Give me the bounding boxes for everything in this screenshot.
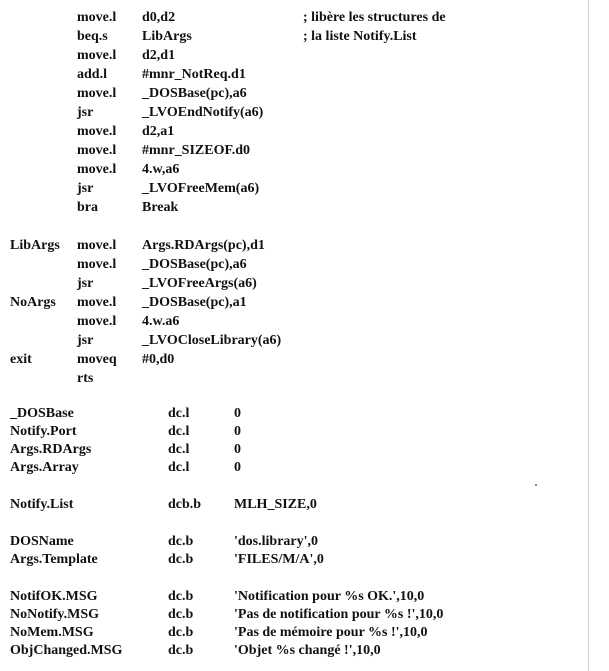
code-operand: _LVOFreeArgs(a6): [142, 276, 257, 291]
data-value: 'dos.library',0: [234, 534, 319, 549]
data-value: 'Objet %s changé !',10,0: [234, 643, 381, 658]
data-value: 0: [234, 460, 241, 475]
code-operand: _LVOEndNotify(a6): [142, 105, 264, 120]
code-operand: d0,d2: [142, 10, 176, 25]
scan-speck: [535, 484, 537, 486]
data-directive: dc.b: [168, 589, 194, 604]
code-opcode: bra: [77, 200, 98, 215]
data-directive: dc.b: [168, 552, 194, 567]
code-comment: ; libère les structures de: [303, 10, 446, 25]
data-label: ObjChanged.MSG: [10, 643, 123, 658]
data-directive: dcb.b: [168, 497, 202, 512]
code-opcode: jsr: [77, 333, 94, 348]
code-label: LibArgs: [10, 238, 60, 253]
code-opcode: add.l: [77, 67, 107, 82]
code-operand: _DOSBase(pc),a6: [142, 257, 247, 272]
data-label: Args.RDArgs: [10, 442, 92, 457]
code-operand: _LVOCloseLibrary(a6): [142, 333, 282, 348]
code-opcode: move.l: [77, 238, 117, 253]
data-directive: dc.l: [168, 442, 190, 457]
code-opcode: move.l: [77, 143, 117, 158]
data-directive: dc.b: [168, 534, 194, 549]
data-directive: dc.l: [168, 424, 190, 439]
code-operand: d2,d1: [142, 48, 176, 63]
code-opcode: move.l: [77, 10, 117, 25]
code-operand: #0,d0: [142, 352, 175, 367]
data-label: NoMem.MSG: [10, 625, 94, 640]
data-value: 0: [234, 424, 241, 439]
code-opcode: move.l: [77, 162, 117, 177]
code-operand: Args.RDArgs(pc),d1: [142, 238, 265, 253]
data-label: DOSName: [10, 534, 74, 549]
code-opcode: move.l: [77, 48, 117, 63]
page-edge-divider: [588, 0, 589, 671]
code-opcode: moveq: [77, 352, 117, 367]
code-opcode: rts: [77, 371, 94, 386]
code-comment: ; la liste Notify.List: [303, 29, 417, 44]
data-label: _DOSBase: [10, 406, 74, 421]
data-value: 'Pas de notification pour %s !',10,0: [234, 607, 444, 622]
code-opcode: jsr: [77, 276, 94, 291]
data-directive: dc.b: [168, 607, 194, 622]
code-opcode: beq.s: [77, 29, 108, 44]
data-directive: dc.l: [168, 460, 190, 475]
code-opcode: move.l: [77, 86, 117, 101]
data-label: Args.Array: [10, 460, 79, 475]
code-label: exit: [10, 352, 32, 367]
code-opcode: jsr: [77, 105, 94, 120]
data-label: Notify.Port: [10, 424, 77, 439]
code-operand: LibArgs: [142, 29, 192, 44]
data-label: Args.Template: [10, 552, 98, 567]
data-label: NoNotify.MSG: [10, 607, 100, 622]
data-label: Notify.List: [10, 497, 74, 512]
code-opcode: move.l: [77, 314, 117, 329]
code-operand: 4.w,a6: [142, 162, 180, 177]
data-directive: dc.b: [168, 643, 194, 658]
code-operand: 4.w.a6: [142, 314, 180, 329]
data-value: 'FILES/M/A',0: [234, 552, 324, 567]
data-label: NotifOK.MSG: [10, 589, 98, 604]
data-value: MLH_SIZE,0: [234, 497, 317, 512]
data-directive: dc.l: [168, 406, 190, 421]
code-operand: _DOSBase(pc),a6: [142, 86, 247, 101]
code-operand: _LVOFreeMem(a6): [142, 181, 260, 196]
code-operand: _DOSBase(pc),a1: [142, 295, 247, 310]
code-opcode: jsr: [77, 181, 94, 196]
code-opcode: move.l: [77, 295, 117, 310]
data-value: 0: [234, 442, 241, 457]
code-opcode: move.l: [77, 124, 117, 139]
data-value: 'Pas de mémoire pour %s !',10,0: [234, 625, 428, 640]
code-label: NoArgs: [10, 295, 56, 310]
code-opcode: move.l: [77, 257, 117, 272]
code-operand: #mnr_NotReq.d1: [142, 67, 246, 82]
code-operand: Break: [142, 200, 179, 215]
data-value: 0: [234, 406, 241, 421]
data-value: 'Notification pour %s OK.',10,0: [234, 589, 425, 604]
code-operand: #mnr_SIZEOF.d0: [142, 143, 251, 158]
code-operand: d2,a1: [142, 124, 175, 139]
data-directive: dc.b: [168, 625, 194, 640]
